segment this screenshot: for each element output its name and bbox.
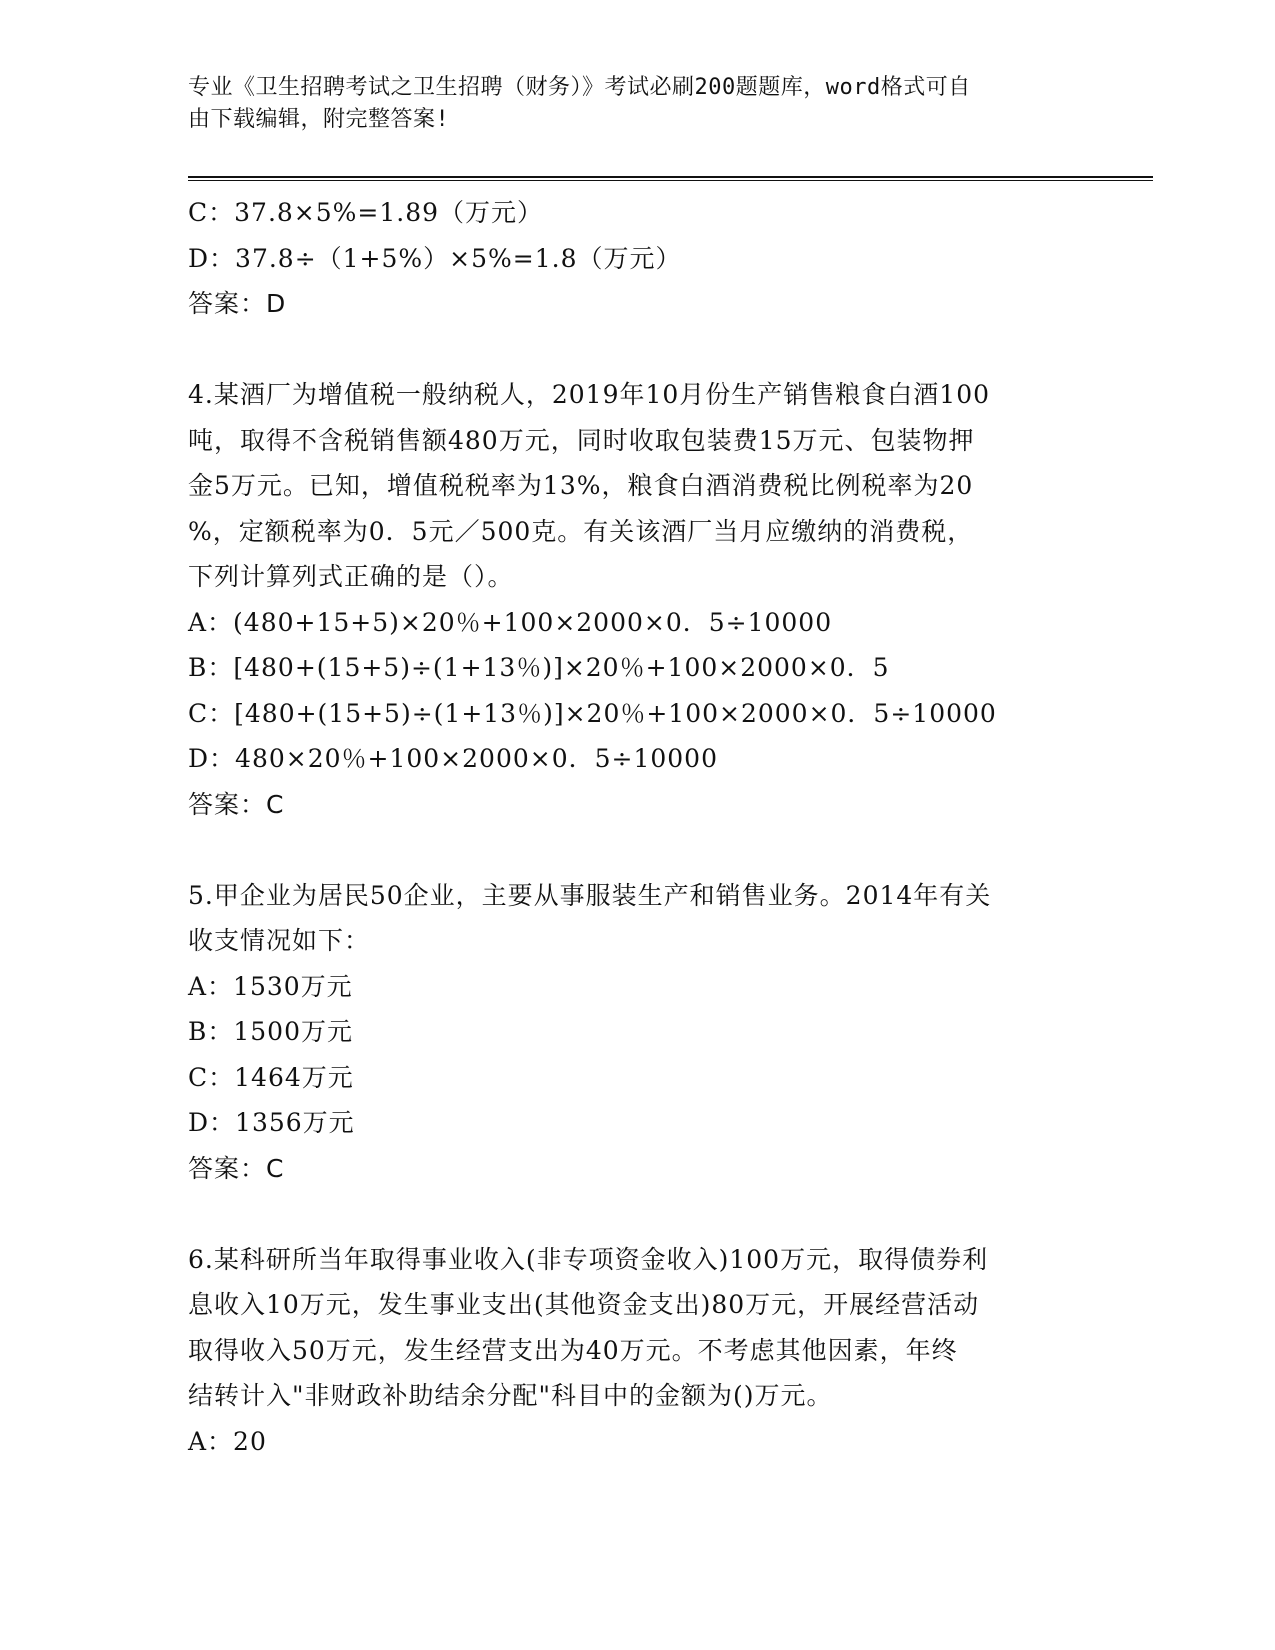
q4-option-b: B：[480+(15+5)÷(1+13％)]×20％+100×2000×0．5 [188, 653, 890, 682]
q6-stem-line-4: 结转计入"非财政补助结余分配"科目中的金额为()万元。 [188, 1381, 833, 1410]
q6-option-a: A：20 [188, 1426, 267, 1456]
page-header [188, 72, 1068, 136]
q4-answer: 答案：C [188, 789, 285, 819]
q3-option-d: D：37.8÷（1+5%）×5%=1.8（万元） [188, 243, 682, 273]
q5-option-a: A：1530万元 [188, 971, 353, 1001]
q5-answer: 答案：C [188, 1153, 285, 1183]
q3-answer: 答案：D [188, 289, 287, 318]
q4-option-d: D：480×20％+100×2000×0．5÷10000 [188, 744, 718, 773]
header-line-1: 专业《卫生招聘考试之卫生招聘（财务）》考试必刷200题题库，word格式可自 [188, 75, 971, 100]
q4-stem-line-1: 4.某酒厂为增值税一般纳税人，2019年10月份生产销售粮食白酒100 [188, 380, 991, 409]
spacer [188, 327, 1088, 373]
q3-option-c: C：37.8×5%=1.89（万元） [188, 198, 544, 227]
q5-stem-line-1: 5.甲企业为居民50企业，主要从事服装生产和销售业务。2014年有关 [188, 880, 992, 910]
q6-stem-line-1: 6.某科研所当年取得事业收入(非专项资金收入)100万元，取得债券利 [188, 1244, 989, 1274]
q5-option-c: C：1464万元 [188, 1062, 354, 1092]
q4-stem-line-2: 吨，取得不含税销售额480万元，同时收取包装费15万元、包装物押 [188, 425, 975, 455]
q4-option-a: A：(480+15+5)×20％+100×2000×0．5÷10000 [188, 607, 833, 637]
q5-stem-line-2: 收支情况如下： [188, 926, 371, 955]
spacer [188, 1191, 1088, 1237]
q5-option-d: D：1356万元 [188, 1108, 355, 1137]
q6-stem-line-2: 息收入10万元，发生事业支出(其他资金支出)80万元，开展经营活动 [188, 1290, 980, 1319]
q4-stem-line-3: 金5万元。已知，增值税税率为13%，粮食白酒消费税比例税率为20 [188, 471, 974, 500]
header-divider [188, 176, 1153, 181]
q4-stem-line-4: %，定额税率为0．5元／500克。有关该酒厂当月应缴纳的消费税， [188, 516, 974, 546]
header-line-2: 由下载编辑，附完整答案! [188, 107, 450, 132]
q6-stem-line-3: 取得收入50万元，发生经营支出为40万元。不考虑其他因素，年终 [188, 1335, 958, 1365]
q5-option-b: B：1500万元 [188, 1017, 353, 1046]
spacer [188, 827, 1088, 873]
q4-option-c: C：[480+(15+5)÷(1+13％)]×20％+100×2000×0．5÷10000 [188, 698, 997, 728]
document-body [188, 190, 1088, 1464]
q4-stem-line-5: 下列计算列式正确的是（）。 [188, 562, 514, 591]
